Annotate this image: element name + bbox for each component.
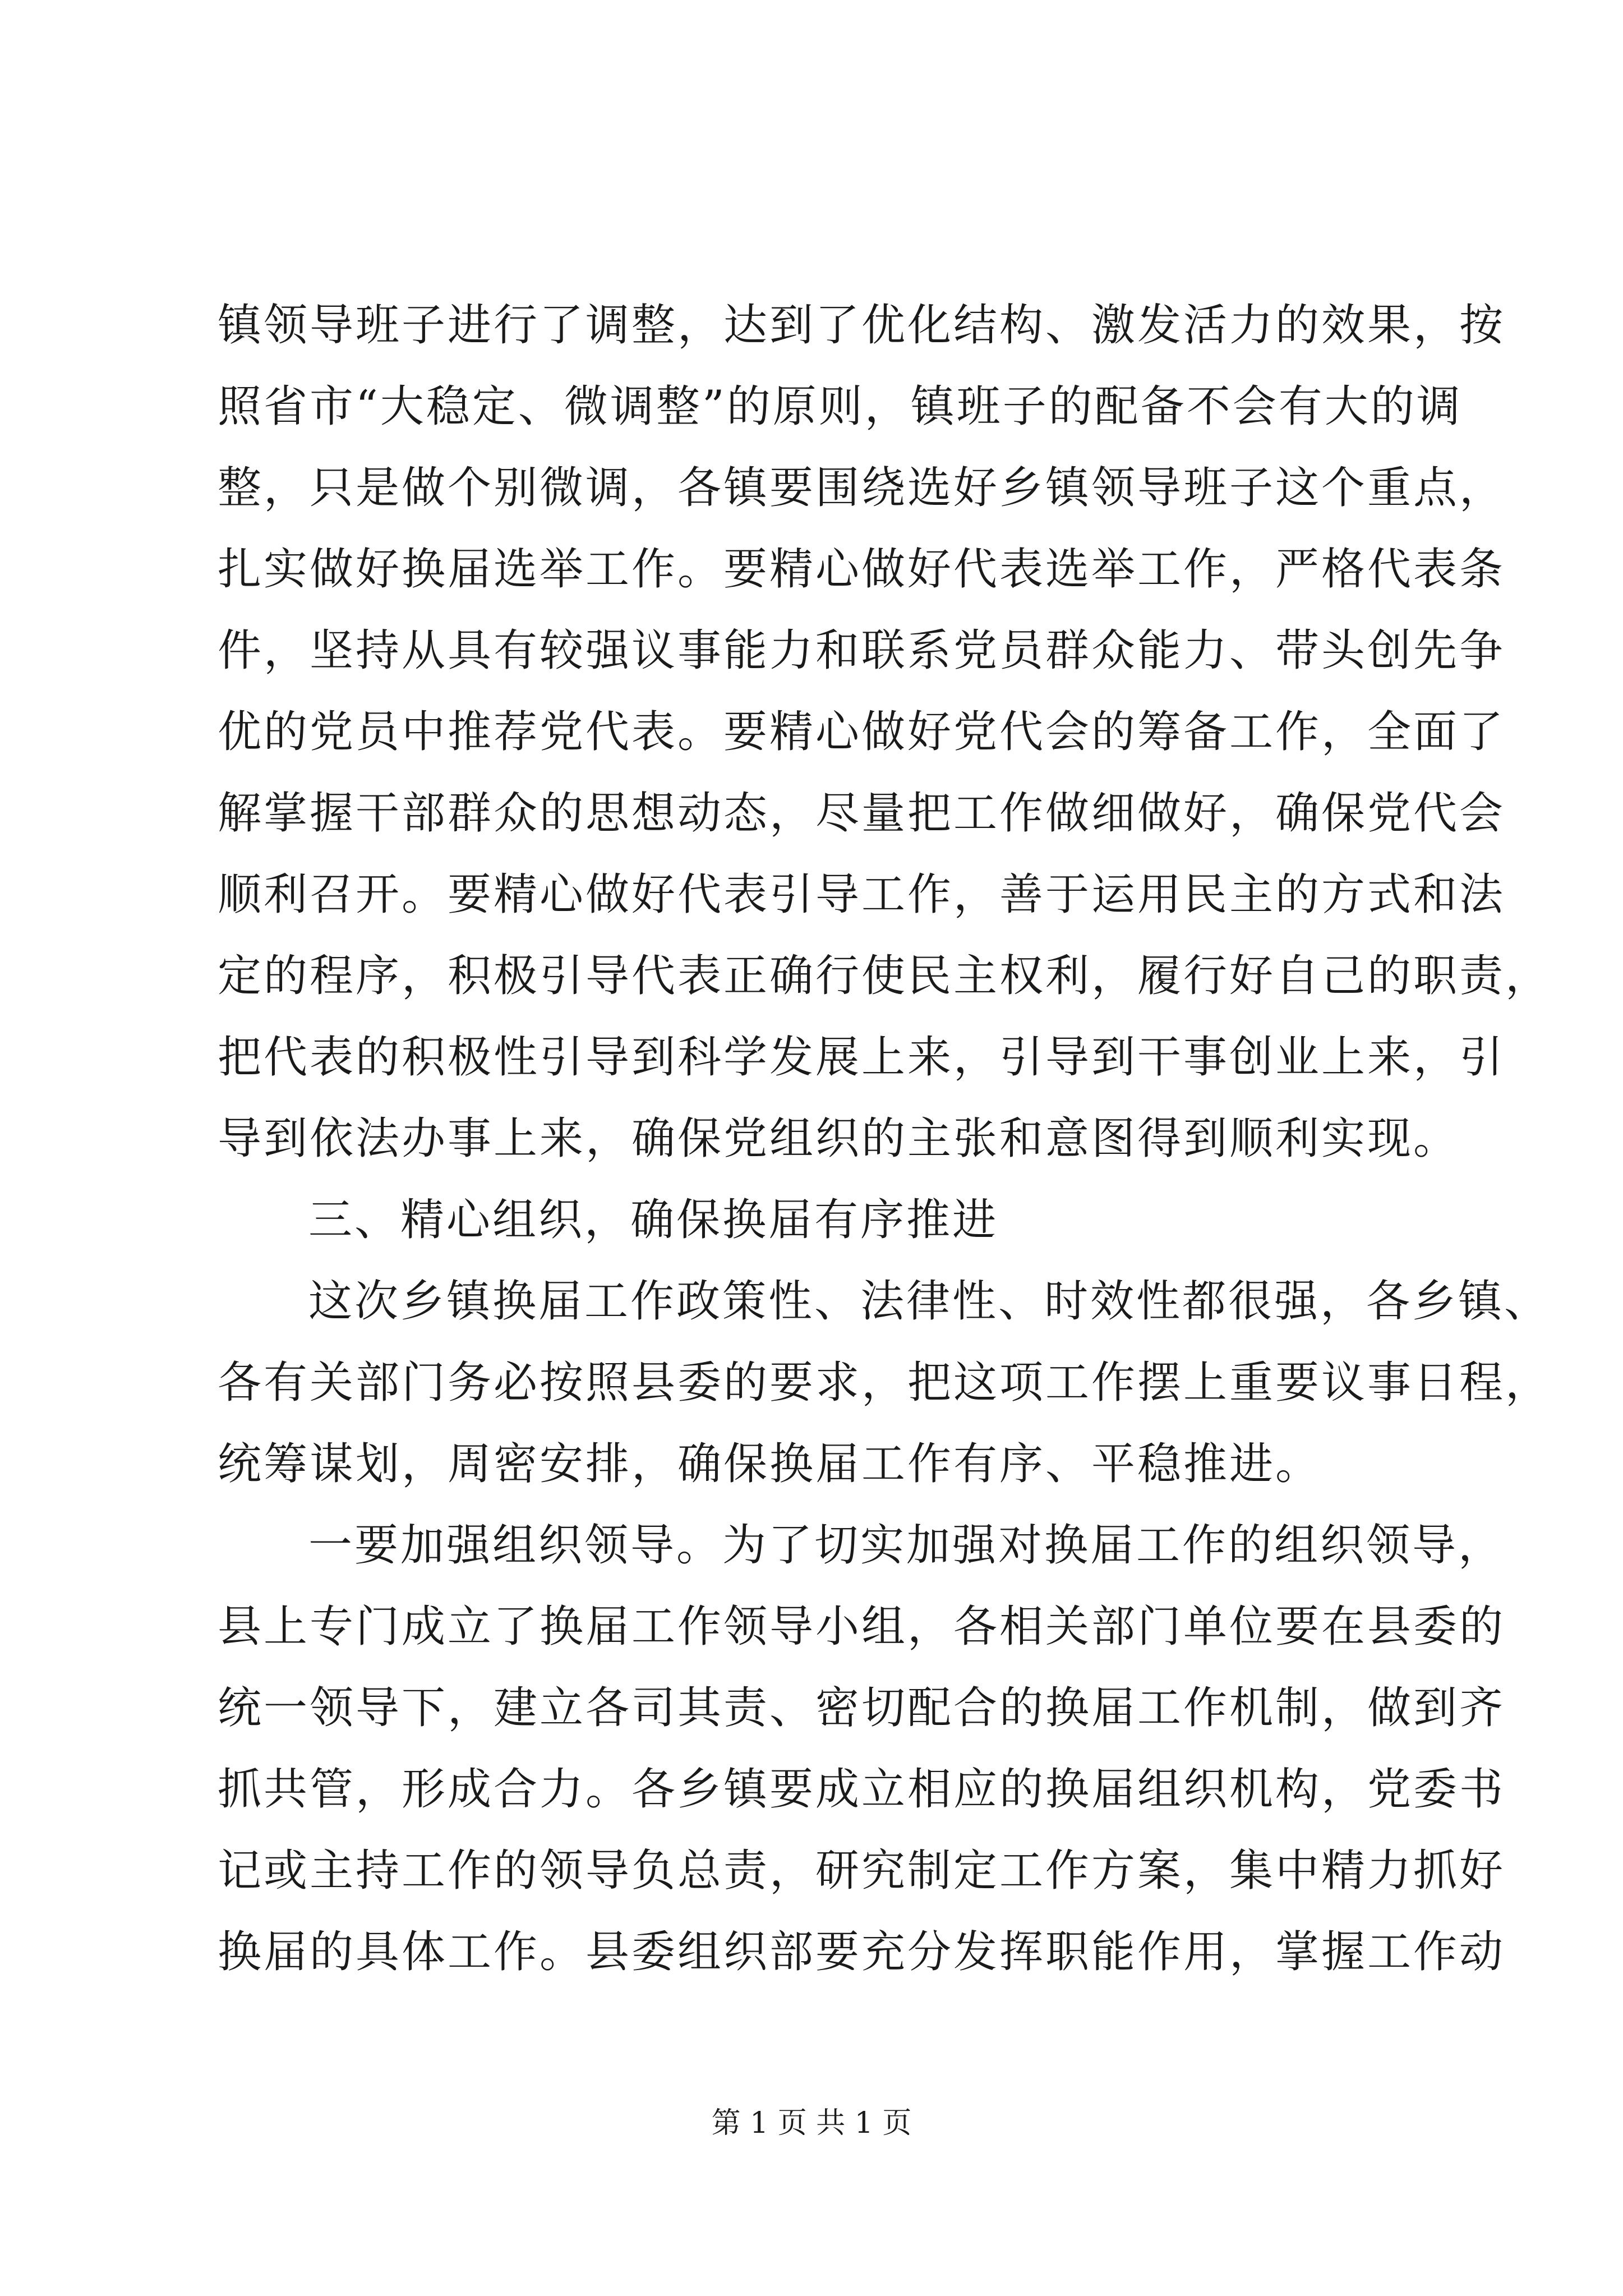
page-footer: 第 1 页 共 1 页 — [711, 2106, 912, 2140]
paragraph-1-line-3: 整，只是做个别微调，各镇要围绕选好乡镇领导班子这个重点， — [218, 463, 1506, 513]
paragraph-1-line-5: 件，坚持从具有较强议事能力和联系党员群众能力、带头创先争 — [218, 625, 1506, 676]
paragraph-3-line-6: 换届的具体工作。县委组织部要充分发挥职能作用，掌握工作动 — [218, 1927, 1506, 1977]
paragraph-3-line-5: 记或主持工作的领导负总责，研究制定工作方案，集中精力抓好 — [218, 1846, 1506, 1896]
paragraph-1-line-4: 扎实做好换届选举工作。要精心做好代表选举工作，严格代表条 — [218, 544, 1506, 595]
paragraph-2-line-2: 各有关部门务必按照县委的要求，把这项工作摆上重要议事日程， — [218, 1358, 1552, 1408]
document-body — [218, 285, 1552, 1993]
paragraph-3-line-2: 县上专门成立了换届工作领导小组，各相关部门单位要在县委的 — [218, 1602, 1506, 1652]
paragraph-1-line-2: 照省市“大稳定、微调整”的原则，镇班子的配备不会有大的调 — [218, 381, 1463, 432]
paragraph-2-line-3: 统筹谋划，周密安排，确保换届工作有序、平稳推进。 — [218, 1439, 1322, 1489]
paragraph-1-line-10: 把代表的积极性引导到科学发展上来，引导到干事创业上来，引 — [218, 1032, 1506, 1083]
paragraph-3-line-4: 抓共管，形成合力。各乡镇要成立相应的换届组织机构，党委书 — [218, 1764, 1506, 1815]
paragraph-1-line-9: 定的程序，积极引导代表正确行使民主权利，履行好自己的职责， — [218, 951, 1552, 1001]
paragraph-1-line-6: 优的党员中推荐党代表。要精心做好党代会的筹备工作，全面了 — [218, 707, 1506, 757]
paragraph-1-line-7: 解掌握干部群众的思想动态，尽量把工作做细做好，确保党代会 — [218, 788, 1506, 839]
paragraph-2-line-1: 这次乡镇换届工作政策性、法律性、时效性都很强，各乡镇、 — [308, 1276, 1551, 1327]
section-heading: 三、精心组织，确保换届有序推进 — [308, 1195, 999, 1245]
paragraph-1-line-1: 镇领导班子进行了调整，达到了优化结构、激发活力的效果，按 — [218, 300, 1506, 351]
paragraph-1-line-11: 导到依法办事上来，确保党组织的主张和意图得到顺利实现。 — [218, 1114, 1460, 1164]
paragraph-1-line-8: 顺利召开。要精心做好代表引导工作，善于运用民主的方式和法 — [218, 869, 1506, 920]
paragraph-3-line-1: 一要加强组织领导。为了切实加强对换届工作的组织领导， — [308, 1520, 1505, 1571]
paragraph-3-line-3: 统一领导下，建立各司其责、密切配合的换届工作机制，做到齐 — [218, 1683, 1506, 1733]
